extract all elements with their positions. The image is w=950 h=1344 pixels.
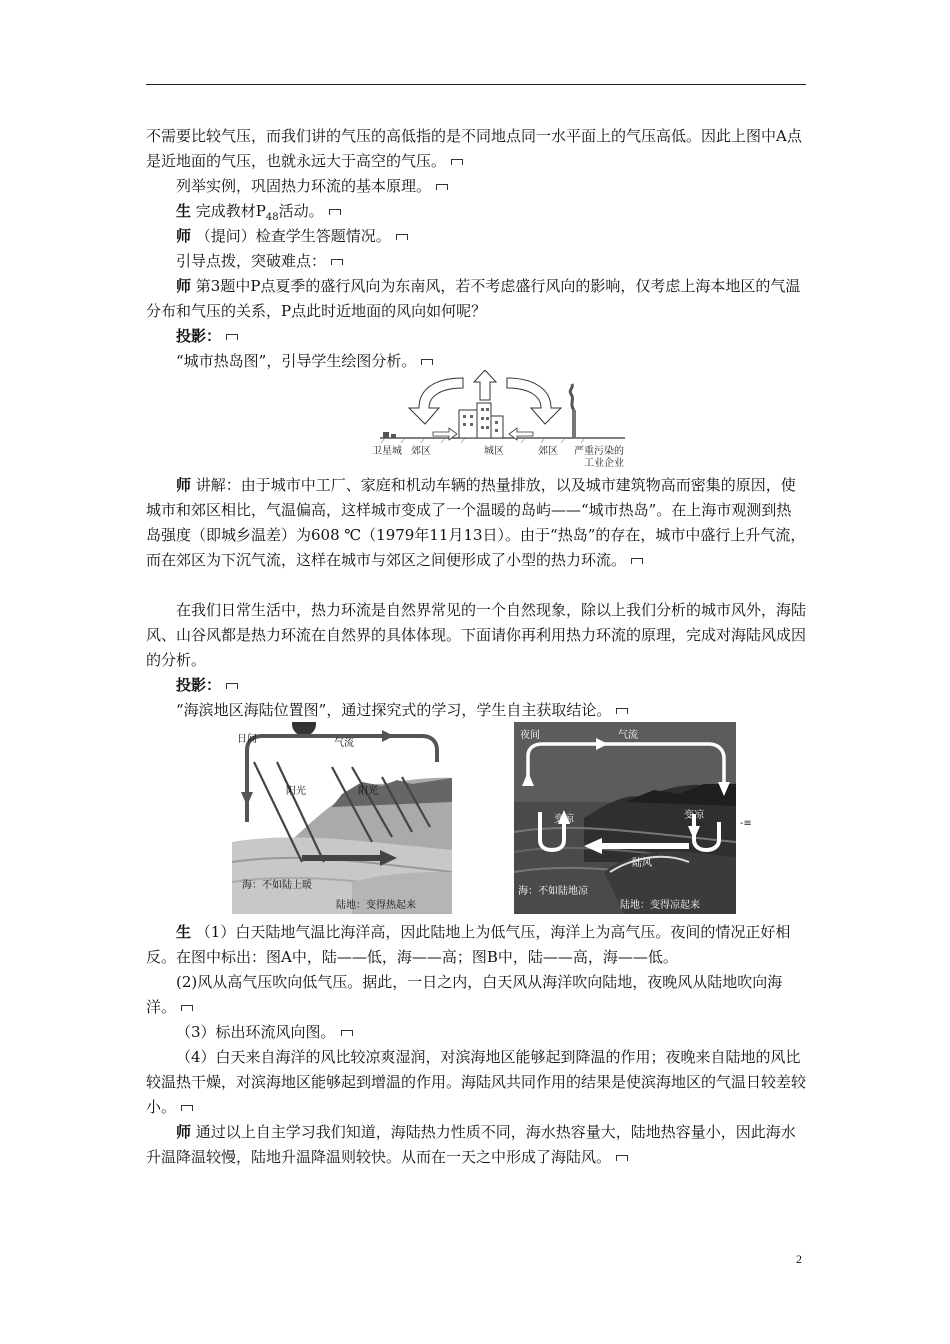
heat-island-label-suburb-2: 郊区 bbox=[538, 446, 558, 457]
heat-island-label-satellite: 卫星城 bbox=[372, 446, 402, 457]
paragraph-5: 引导点拨，突破难点： bbox=[146, 249, 806, 274]
heat-island-label-suburb-1: 郊区 bbox=[411, 446, 431, 457]
night-cool-label-1: 变凉 bbox=[554, 814, 574, 825]
paragraph-projection-2: 投影： bbox=[146, 673, 806, 698]
night-figure-mark: -≡ bbox=[740, 818, 752, 829]
night-land-label: 陆地：变得凉起来 bbox=[620, 900, 700, 911]
paragraph-10: “海滨地区海陆位置图”，通过探究式的学习，学生自主获取结论。 bbox=[146, 698, 806, 723]
paragraph-projection-1: 投影： bbox=[146, 324, 806, 349]
paragraph-1: 不需要比较气压，而我们讲的气压的高低指的是不同地点同一水平面上的气压高低。因此上图中A点是近地面的气压，也就永远大于高空的气压。 bbox=[146, 127, 802, 170]
page-number: 2 bbox=[796, 1252, 802, 1266]
paragraph-15: 师 通过以上自主学习我们知道，海陆热力性质不同，海水热容量大，陆地热容量小，因此海水升温降温较慢，陆地升温降温则较快。从而在一天之中形成了海陆风。 bbox=[146, 1123, 796, 1166]
paragraph-11: 生 （1）白天陆地气温比海洋高，因此陆地上为低气压，海洋上为高气压。夜间的情况正好相反。在图中标出：图A中，陆——低，海——高；图B中，陆——高，海——低。 bbox=[146, 923, 791, 966]
land-breeze-night-figure bbox=[514, 722, 736, 914]
day-sunlight-label-2: 阳光 bbox=[358, 786, 378, 797]
paragraph-3: 生 完成教材$P_{48}$活动。 bbox=[146, 199, 806, 230]
night-title: 夜间 bbox=[520, 730, 540, 741]
paragraph-14: （4）白天来自海洋的风比较凉爽湿润，对滨海地区能够起到降温的作用；夜晚来自陆地的风比较温热干燥，对滨海地区能够起到增温的作用。海陆风共同作用的结果是使滨海地区的气温日较差较小。 bbox=[146, 1048, 807, 1116]
paragraph-2: 列举实例，巩固热力环流的基本原理。 bbox=[146, 174, 806, 199]
night-flow-label: 气流 bbox=[618, 730, 638, 741]
paragraph-12: (2)风从高气压吹向低气压。据此，一日之内，白天风从海洋吹向陆地，夜晚风从陆地吹向海洋。 bbox=[146, 973, 783, 1016]
sea-breeze-day-figure bbox=[232, 722, 452, 914]
day-flow-label: 气流 bbox=[334, 738, 354, 749]
day-land-label: 陆地：变得热起来 bbox=[336, 900, 416, 911]
day-title: 日间 bbox=[237, 734, 257, 745]
paragraph-7: “城市热岛图”，引导学生绘图分析。 bbox=[146, 349, 806, 374]
day-sunlight-label-1: 阳光 bbox=[286, 786, 306, 797]
paragraph-8: 师 讲解：由于城市中工厂、家庭和机动车辆的热量排放，以及城市建筑物高而密集的原因，使城市和郊区相比，气温偏高，这样城市变成了一个温暖的岛屿——“城市热岛”。在上海市观测到热岛强度（即城乡温差）为608 ℃（1979年11月13日）。由于“热岛”的存在，城市中盛行上升气流，而在郊区为下沉气流，这样在城市与郊区之间便形成了小型的热力环流。 bbox=[146, 476, 806, 569]
night-land-breeze-label: 陆风 bbox=[632, 858, 652, 869]
night-cool-label-2: 变凉 bbox=[684, 810, 704, 821]
paragraph-4: 师 （提问）检查学生答题情况。 bbox=[146, 224, 806, 249]
heat-island-label-city: 城区 bbox=[484, 446, 504, 457]
day-sea-label: 海：不如陆上暖 bbox=[242, 880, 312, 891]
paragraph-6: 师 第3题中P点夏季的盛行风向为东南风，若不考虑盛行风向的影响，仅考虑上海本地区的气温分布和气压的关系，P点此时近地面的风向如何呢？ bbox=[146, 277, 801, 320]
header-rule bbox=[146, 84, 806, 85]
paragraph-9: 在我们日常生活中，热力环流是自然界常见的一个自然现象，除以上我们分析的城市风外，海陆风、山谷风都是热力环流在自然界的具体体现。下面请你再利用热力环流的原理，完成对海陆风成因的分析。 bbox=[146, 601, 807, 669]
heat-island-label-industry-1: 严重污染的 bbox=[574, 446, 624, 457]
night-sea-label: 海：不如陆地凉 bbox=[518, 886, 588, 897]
paragraph-13: （3）标出环流风向图。 bbox=[146, 1020, 806, 1045]
heat-island-label-industry-2: 工业企业 bbox=[584, 458, 624, 469]
